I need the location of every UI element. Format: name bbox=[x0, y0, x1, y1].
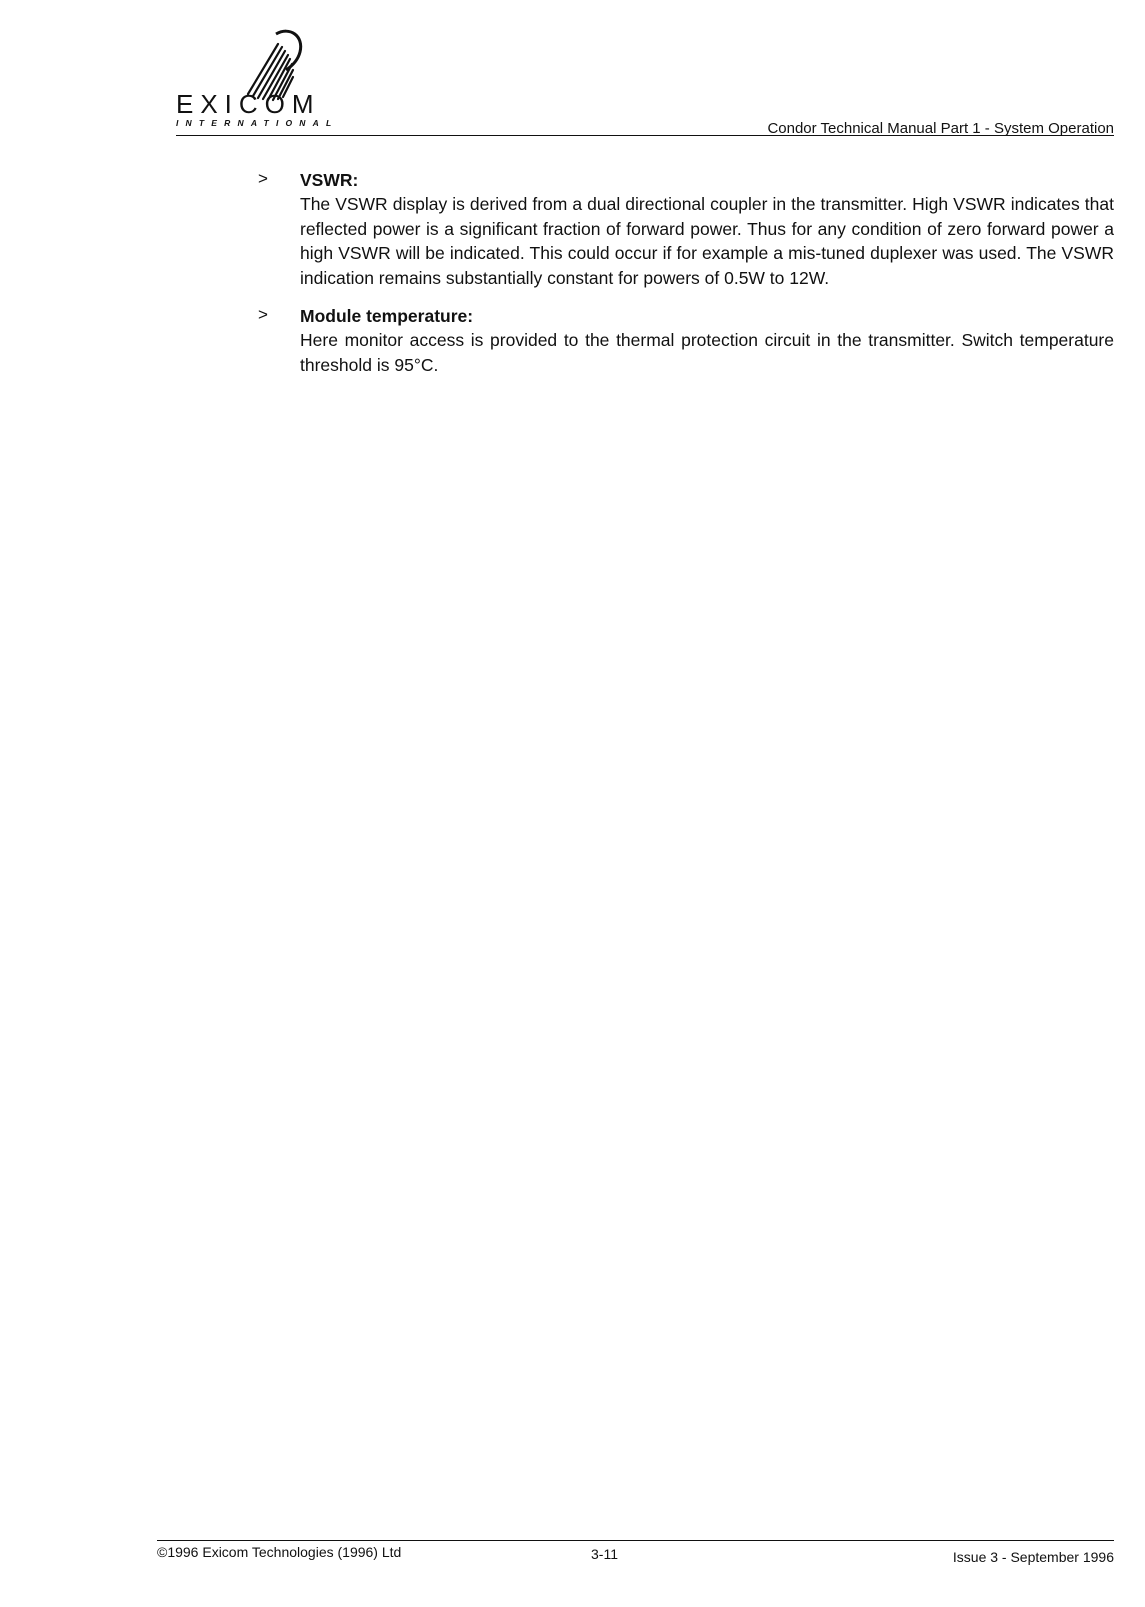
page-header bbox=[176, 28, 1114, 138]
page-number: 3-11 bbox=[591, 1546, 618, 1562]
logo-subtitle: INTERNATIONAL bbox=[176, 118, 339, 128]
item-heading: VSWR: bbox=[300, 170, 359, 190]
header-divider bbox=[176, 135, 1114, 136]
logo-wordmark: EXICOM bbox=[176, 89, 321, 119]
exicom-logo bbox=[176, 28, 339, 138]
list-item-module-temperature bbox=[258, 304, 1114, 377]
page-content bbox=[258, 168, 1114, 391]
list-item-vswr bbox=[258, 168, 1114, 290]
issue-date: Issue 3 - September 1996 bbox=[952, 1549, 1114, 1565]
item-description: Here monitor access is provided to the thermal protection circuit in the transmitter. Switch temperature threshold is 95°C. bbox=[300, 330, 1114, 375]
manual-title: Condor Technical Manual Part 1 - System Operation bbox=[767, 120, 1114, 137]
bullet-marker: > bbox=[258, 169, 268, 188]
copyright-notice: ©1996 Exicom Technologies (1996) Ltd bbox=[157, 1544, 402, 1560]
bullet-marker: > bbox=[258, 305, 268, 324]
footer-divider bbox=[157, 1540, 1114, 1541]
page-footer bbox=[157, 1540, 1114, 1570]
item-description: The VSWR display is derived from a dual directional coupler in the transmitter. High VSWR indicates that reflected power is a significant fraction of forward power. Thus for any condition of zero forward power a high VSWR will be indicated. This could occur if for example a mis-tuned duplexer was used. The VSWR indication remains substantially constant for powers of 0.5W to 12W. bbox=[300, 194, 1114, 288]
item-heading: Module temperature: bbox=[300, 306, 474, 326]
